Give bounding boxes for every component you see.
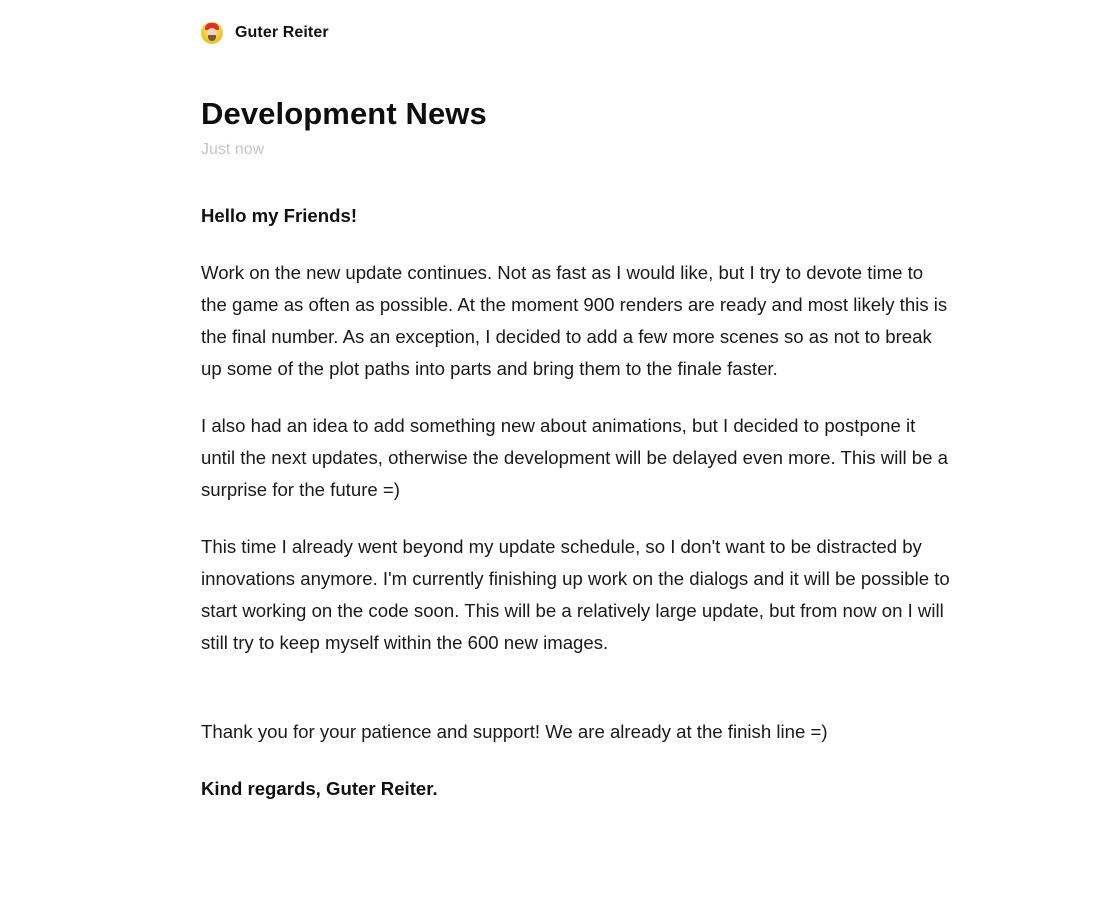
avatar-beard xyxy=(208,35,216,41)
avatar-icon[interactable] xyxy=(201,22,223,44)
post-paragraph: I also had an idea to add something new about animations, but I decided to postpone it until the next updates, otherwise the development will be delayed even more. This will be a surprise for the future =) xyxy=(201,415,948,500)
post-title: Development News xyxy=(201,96,487,131)
creator-name[interactable]: Guter Reiter xyxy=(235,24,329,41)
post-greeting: Hello my Friends! xyxy=(201,205,358,226)
post-paragraph: This time I already went beyond my update schedule, so I don't want to be distracted by innovations anymore. I'm currently finishing up work on the dialogs and it will be possible to start working on the code soon. This will be a relatively large update, but from now on I will still try to keep myself within the 600 new images. xyxy=(201,536,950,653)
paragraph-spacer xyxy=(201,684,951,716)
creator-header[interactable] xyxy=(201,0,961,66)
post-paragraph: Work on the new update continues. Not as fast as I would like, but I try to devote time to the game as often as possible. At the moment 900 renders are ready and most likely this is the final number. As an exception, I decided to add a few more scenes so as not to break up some of the plot paths into parts and bring them to the finale faster. xyxy=(201,262,948,379)
post-container xyxy=(201,0,961,830)
post-signoff: Kind regards, Guter Reiter. xyxy=(201,778,438,799)
post-body xyxy=(201,200,951,805)
post-paragraph: Thank you for your patience and support! We are already at the finish line =) xyxy=(201,721,828,742)
post-timestamp: Just now xyxy=(201,141,265,158)
